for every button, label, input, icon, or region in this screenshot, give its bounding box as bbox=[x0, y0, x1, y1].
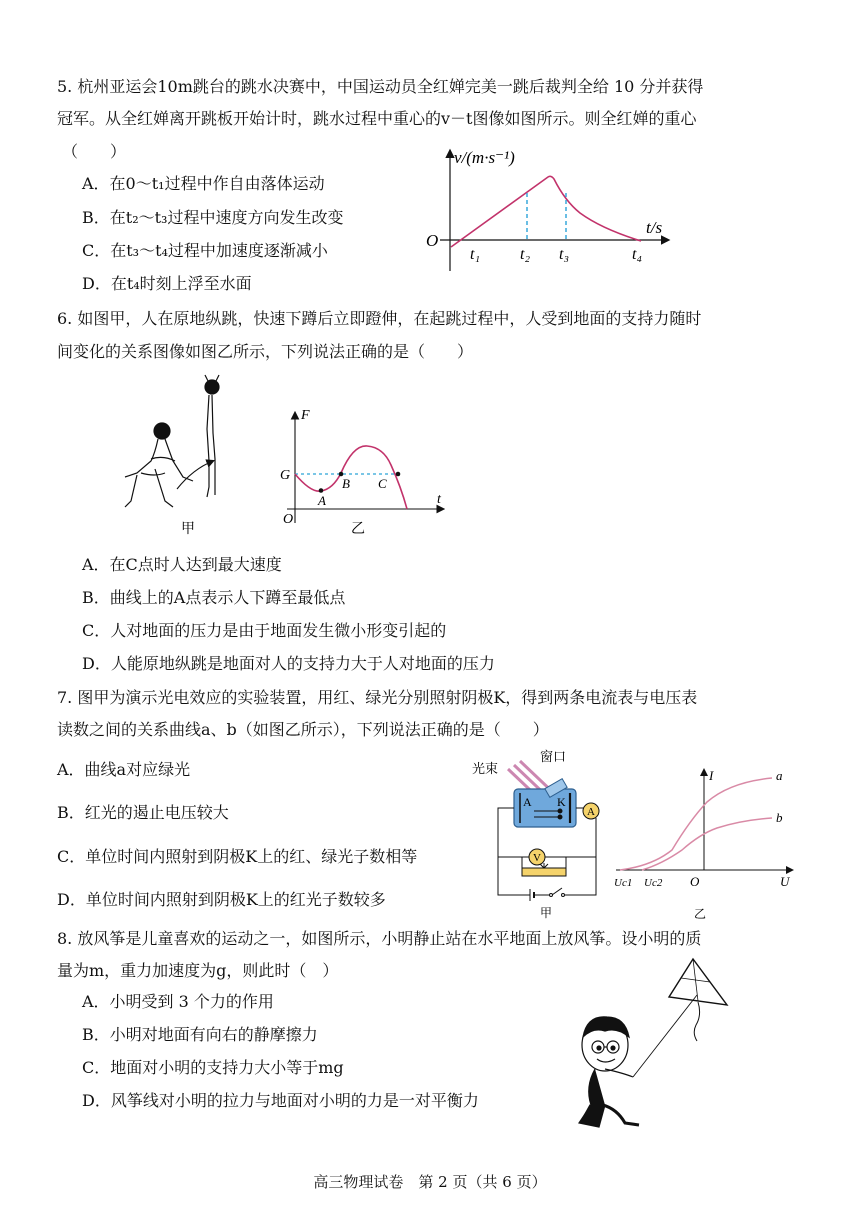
q5-option-b: B．在t₂～t₃过程中速度方向发生改变 bbox=[82, 208, 344, 227]
anode-label: A bbox=[523, 795, 532, 809]
q5-option-c: C．在t₃～t₄过程中加速度逐渐减小 bbox=[82, 241, 328, 260]
q5-answer-blank: （ ） bbox=[62, 142, 127, 161]
apparatus-caption: 甲 bbox=[540, 906, 553, 920]
q7-curve-b bbox=[642, 818, 772, 870]
q5-option-a: A．在0～t₁过程中作自由落体运动 bbox=[82, 174, 325, 193]
battery-switch bbox=[530, 888, 565, 901]
q6-label-c: C bbox=[378, 476, 387, 491]
q7-i-axis-label: I bbox=[709, 768, 714, 783]
q7-stem-line2: 读数之间的关系曲线a、b（如图乙所示），下列说法正确的是（ ） bbox=[57, 720, 549, 739]
page-footer: 高三物理试卷 第 2 页（共 6 页） bbox=[313, 1173, 547, 1191]
q7-option-c: C．单位时间内照射到阴极K上的红、绿光子数相等 bbox=[57, 847, 418, 866]
beam-label: 光束 bbox=[472, 761, 499, 776]
q5-tick-t2: t₂ bbox=[520, 246, 531, 263]
fig-jia-caption: 甲 bbox=[181, 522, 195, 537]
q6-option-c: C．人对地面的压力是由于地面发生微小形变引起的 bbox=[82, 621, 447, 640]
q8-option-a: A．小明受到 3 个力的作用 bbox=[82, 992, 274, 1011]
q6-g-label: G bbox=[280, 468, 291, 483]
q8-stem-line2: 量为m，重力加速度为g，则此时（ ） bbox=[57, 961, 339, 980]
q7-curve-a bbox=[620, 778, 772, 870]
q7-uc2-label: Uc2 bbox=[644, 877, 663, 889]
crouching-person-illustration bbox=[125, 423, 193, 507]
q8-option-d: D．风筝线对小明的拉力与地面对小明的力是一对平衡力 bbox=[82, 1091, 479, 1110]
jumping-person-illustration bbox=[205, 375, 219, 497]
q7-option-d: D．单位时间内照射到阴极K上的红光子数较多 bbox=[57, 890, 386, 909]
q6-stem-line1: 6. 如图甲，人在原地纵跳，快速下蹲后立即蹬伸，在起跳过程中，人受到地面的支持力随时 bbox=[57, 309, 702, 328]
q7-u-axis-label: U bbox=[780, 874, 790, 889]
q6-label-a: A bbox=[318, 493, 326, 508]
voltmeter-label: V bbox=[533, 852, 541, 864]
q5-vt-graph bbox=[418, 143, 673, 273]
q5-vt-curve bbox=[451, 176, 641, 247]
q5-tick-t4: t₄ bbox=[632, 246, 643, 263]
q7-iu-graph bbox=[612, 760, 797, 920]
q7-curve-a-label: a bbox=[776, 768, 783, 783]
q8-kite-boy-illustration bbox=[565, 955, 740, 1135]
q6-point-c bbox=[396, 472, 401, 477]
q6-f-axis-label: F bbox=[301, 408, 310, 423]
q5-t-axis-label: t/s bbox=[646, 218, 663, 237]
q5-v-axis-label: v/(m·s⁻¹) bbox=[454, 148, 515, 167]
q5-tick-t1: t₁ bbox=[470, 246, 481, 263]
boy-figure bbox=[579, 1017, 639, 1127]
cathode-label: K bbox=[557, 795, 566, 809]
q7-option-a: A．曲线a对应绿光 bbox=[57, 760, 191, 779]
kite-string bbox=[633, 995, 697, 1077]
q5-tick-t3: t₃ bbox=[559, 246, 570, 263]
q6-ft-curve bbox=[295, 446, 407, 509]
kite-icon bbox=[669, 959, 727, 1041]
q5-stem-line2: 冠军。从全红婵离开跳板开始计时，跳水过程中重心的v－t图像如图所示。则全红婵的重心 bbox=[57, 109, 697, 128]
q5-stem-line1: 5. 杭州亚运会10m跳台的跳水决赛中，中国运动员全红婵完美一跳后裁判全给 10 分并获得 bbox=[57, 77, 704, 96]
q5-option-d: D．在t₄时刻上浮至水面 bbox=[82, 274, 252, 293]
ammeter-label: A bbox=[587, 806, 595, 818]
q6-stem-line2: 间变化的关系图像如图乙所示，下列说法正确的是（ ） bbox=[57, 342, 474, 361]
q8-option-c: C．地面对小明的支持力大小等于mg bbox=[82, 1058, 344, 1077]
q6-option-d: D．人能原地纵跳是地面对人的支持力大于人对地面的压力 bbox=[82, 654, 495, 673]
q6-option-a: A．在C点时人达到最大速度 bbox=[82, 555, 282, 574]
q7-origin: O bbox=[690, 874, 700, 889]
q6-figure bbox=[115, 373, 455, 545]
rheostat-icon bbox=[522, 868, 566, 876]
q7-uc1-label: Uc1 bbox=[614, 877, 633, 889]
q7-option-b: B．红光的遏止电压较大 bbox=[57, 803, 229, 822]
q6-origin: O bbox=[283, 512, 294, 527]
q7-stem-line1: 7. 图甲为演示光电效应的实验装置，用红、绿光分别照射阴极K，得到两条电流表与电压表 bbox=[57, 688, 698, 707]
q8-stem-line1: 8. 放风筝是儿童喜欢的运动之一，如图所示，小明静止站在水平地面上放风筝。设小明的质 bbox=[57, 929, 702, 948]
q7-curve-b-label: b bbox=[776, 810, 783, 825]
q6-option-b: B．曲线上的A点表示人下蹲至最低点 bbox=[82, 588, 346, 607]
q8-option-b: B．小明对地面有向右的静摩擦力 bbox=[82, 1025, 318, 1044]
fig-yi-caption: 乙 bbox=[351, 522, 365, 537]
q7-graph-caption: 乙 bbox=[694, 907, 707, 920]
q6-t-axis-label: t bbox=[437, 492, 441, 507]
q6-label-b: B bbox=[342, 476, 350, 491]
window-label: 窗口 bbox=[540, 749, 567, 764]
q7-apparatus-figure bbox=[470, 745, 610, 920]
q5-origin: O bbox=[426, 231, 439, 250]
